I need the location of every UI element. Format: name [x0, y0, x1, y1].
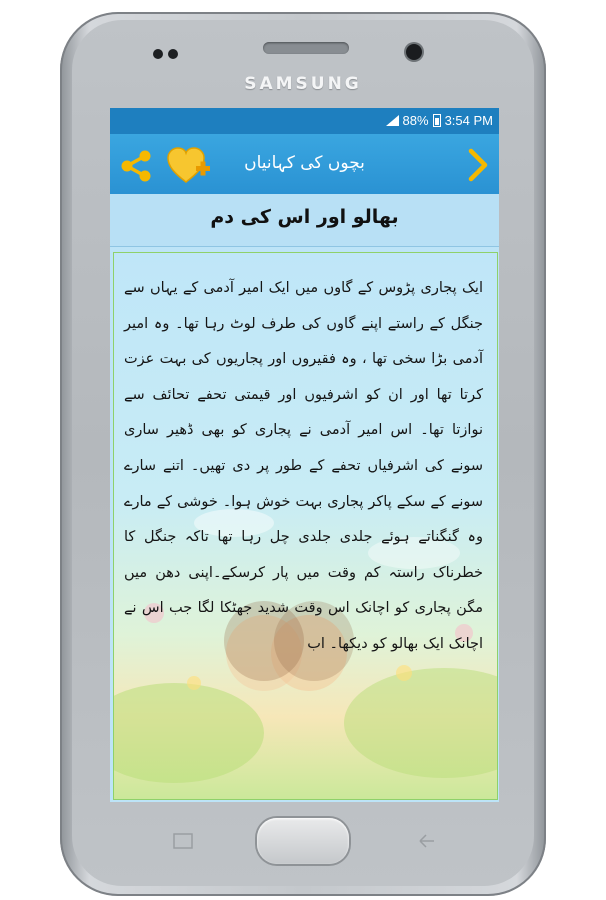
app-title: بچوں کی کہانیاں — [244, 153, 365, 173]
story-title: بھالو اور اس کی دم — [210, 206, 399, 228]
app-bar — [110, 134, 499, 194]
chevron-right-icon[interactable] — [467, 148, 489, 182]
front-camera — [406, 44, 422, 60]
back-key-icon[interactable] — [416, 832, 438, 850]
device-brand-label: SAMSUNG — [244, 74, 362, 94]
home-button[interactable] — [257, 818, 349, 864]
status-time: 3:54 PM — [444, 113, 493, 128]
app-screen — [110, 108, 499, 802]
sensor-dot — [153, 49, 163, 59]
front-sensors — [153, 44, 183, 63]
story-body-text: ایک پجاری پڑوس کے گاوں میں ایک امیر آدمی کے یہاں سے جنگل کے راستے اپنے گاوں کی طرف لوٹ رہا تھا۔ وہ امیر آدمی بڑا سخی تھا ، وہ فقیروں اور پجاریوں کی بہت عزت کرتا تھا اور ان کو اشرفیوں اور قیمتی تحفے تحائف سے نوازتا تھا۔ اس امیر آدمی نے پجاری کو بھی ڈھیر ساری سونے کی اشرفیاں تحفے کے طور پر دی تھیں۔ اتنے سارے سونے کے سکے پاکر پجاری بہت خوش ہوا۔ خوشی کے مارے وہ گنگناتے ہوئے جلدی جلدی چل رہا تھا تاکہ جنگل کا خطرناک راستہ کم وقت میں پار کرسکے۔اپنی دھن میں مگن پجاری کو اچانک اس وقت شدید جھٹکا لگا جب اس نے اچانک ایک بھالو کو دیکھا۔ اب — [124, 280, 483, 652]
status-bar — [110, 108, 499, 134]
recent-apps-key-icon[interactable] — [172, 832, 194, 850]
battery-percent: 88% — [402, 113, 429, 128]
signal-icon — [386, 115, 399, 126]
battery-icon — [433, 114, 441, 127]
earpiece-speaker — [263, 42, 349, 54]
sensor-dot — [168, 49, 178, 59]
story-content-panel[interactable] — [113, 252, 498, 800]
story-title-bar — [110, 194, 499, 247]
